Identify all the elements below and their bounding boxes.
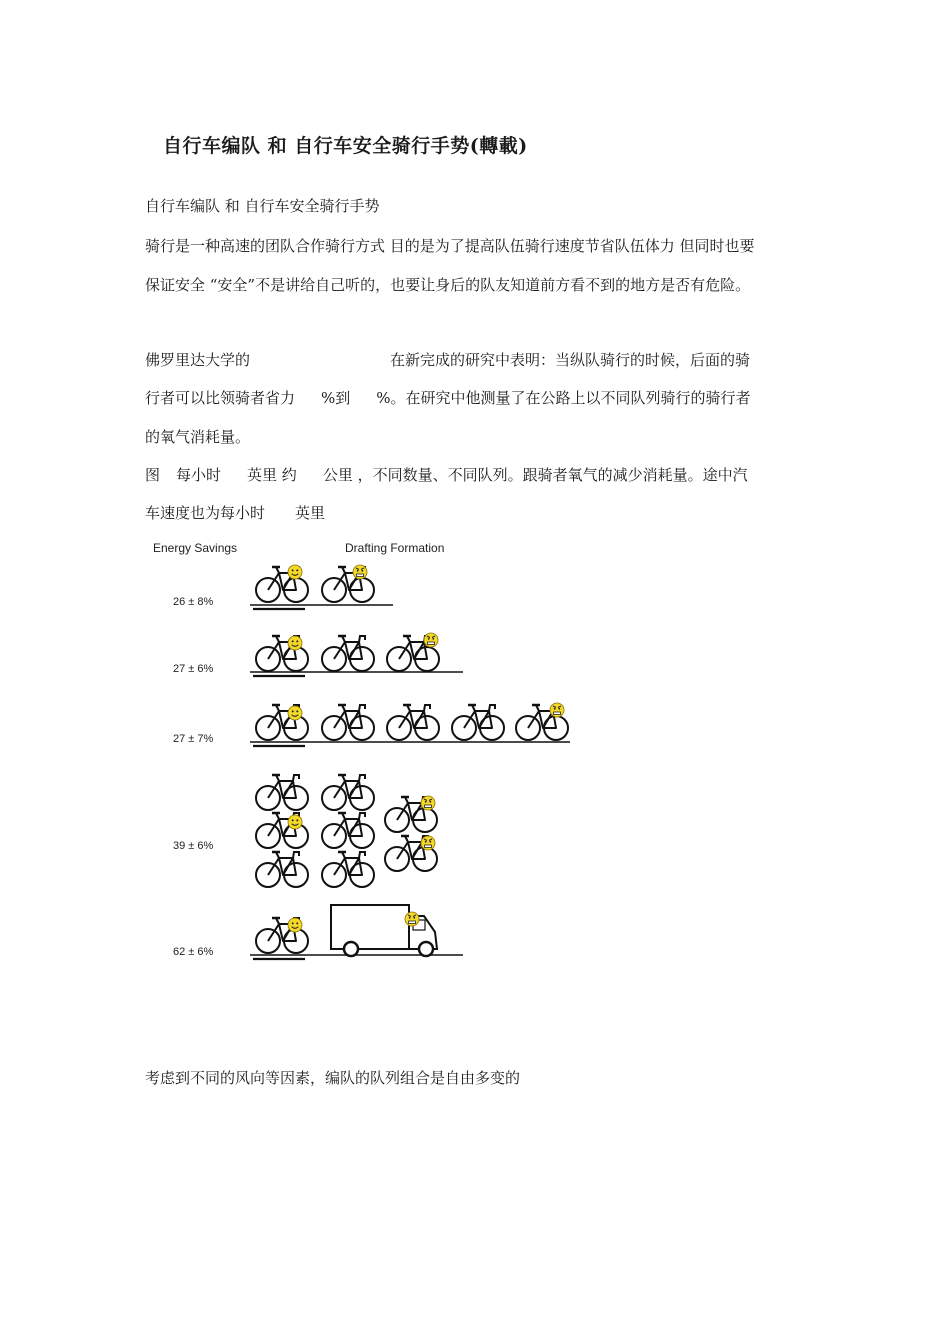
truck-icon bbox=[331, 905, 437, 956]
closing-line: 考虑到不同的风向等因素，编队的队列组合是自由多变的 bbox=[145, 1069, 521, 1087]
happy-face-icon bbox=[288, 815, 302, 829]
drafting-formation-figure bbox=[145, 530, 575, 975]
bicycle-icon bbox=[387, 705, 439, 740]
bicycle-icon bbox=[322, 852, 374, 887]
bicycle-icon bbox=[256, 852, 308, 887]
para3-line1-c: 英里 约 bbox=[247, 466, 297, 484]
para3-line1 bbox=[145, 464, 748, 485]
bicycle-icon bbox=[322, 705, 374, 740]
para1-line1: 骑行是一种高速的团队合作骑行方式 目的是为了提高队伍骑行速度节省队伍体力 但同时也要 bbox=[145, 237, 755, 255]
happy-face-icon bbox=[288, 918, 302, 932]
happy-face-icon bbox=[288, 636, 302, 650]
para2-line1-b: 在新完成的研究中表明：当纵队骑行的时候，后面的骑 bbox=[390, 351, 751, 369]
row-label-2: 27 ± 6% bbox=[173, 663, 214, 675]
row-label-1: 26 ± 8% bbox=[173, 596, 214, 608]
para2-line3: 的氧气消耗量。 bbox=[145, 428, 251, 446]
grumpy-face-icon bbox=[421, 796, 435, 810]
grumpy-face-icon bbox=[353, 565, 367, 579]
para3-line2-b: 英里 bbox=[295, 504, 326, 522]
document-title: 自行车编队 和 自行车安全骑行手势(轉載) bbox=[163, 135, 528, 157]
bicycle-icon bbox=[256, 775, 308, 810]
para2-line2-b: %到 bbox=[321, 389, 351, 407]
para3-line1-a: 图 bbox=[145, 466, 161, 484]
document-subtitle: 自行车编队 和 自行车安全骑行手势 bbox=[145, 197, 380, 215]
grumpy-face-icon bbox=[421, 836, 435, 850]
row-label-4: 39 ± 6% bbox=[173, 840, 214, 852]
para2-line1-a: 佛罗里达大学的 bbox=[145, 351, 251, 369]
energy-savings-header: Energy Savings bbox=[153, 541, 238, 555]
para1-line2: 保证安全 “安全”不是讲给自己听的，也要让身后的队友知道前方看不到的地方是否有危险。 bbox=[145, 276, 751, 294]
happy-face-icon bbox=[288, 706, 302, 720]
para3-line2 bbox=[145, 502, 325, 523]
row-label-3: 27 ± 7% bbox=[173, 733, 214, 745]
drafting-formation-header: Drafting Formation bbox=[345, 541, 445, 555]
para2-line2-c: %。在研究中他测量了在公路上以不同队列骑行的骑行者 bbox=[376, 389, 751, 407]
grumpy-face-icon bbox=[405, 912, 419, 926]
row-label-5: 62 ± 6% bbox=[173, 946, 214, 958]
bicycle-icon bbox=[322, 813, 374, 848]
bicycle-icon bbox=[322, 775, 374, 810]
bicycle-icon bbox=[452, 705, 504, 740]
para2-line2-a: 行者可以比领骑者省力 bbox=[145, 389, 296, 407]
bicycle-icon bbox=[322, 636, 374, 671]
para2-line1 bbox=[145, 349, 750, 370]
grumpy-face-icon bbox=[424, 633, 438, 647]
grumpy-face-icon bbox=[550, 703, 564, 717]
para3-line1-d: 公里 ，不同数量、不同队列。跟骑者氧气的减少消耗量。途中汽 bbox=[322, 466, 748, 484]
para3-line2-a: 车速度也为每小时 bbox=[145, 504, 266, 522]
para3-line1-b: 每小时 bbox=[176, 466, 222, 484]
para2-line2 bbox=[145, 387, 751, 408]
happy-face-icon bbox=[288, 565, 302, 579]
